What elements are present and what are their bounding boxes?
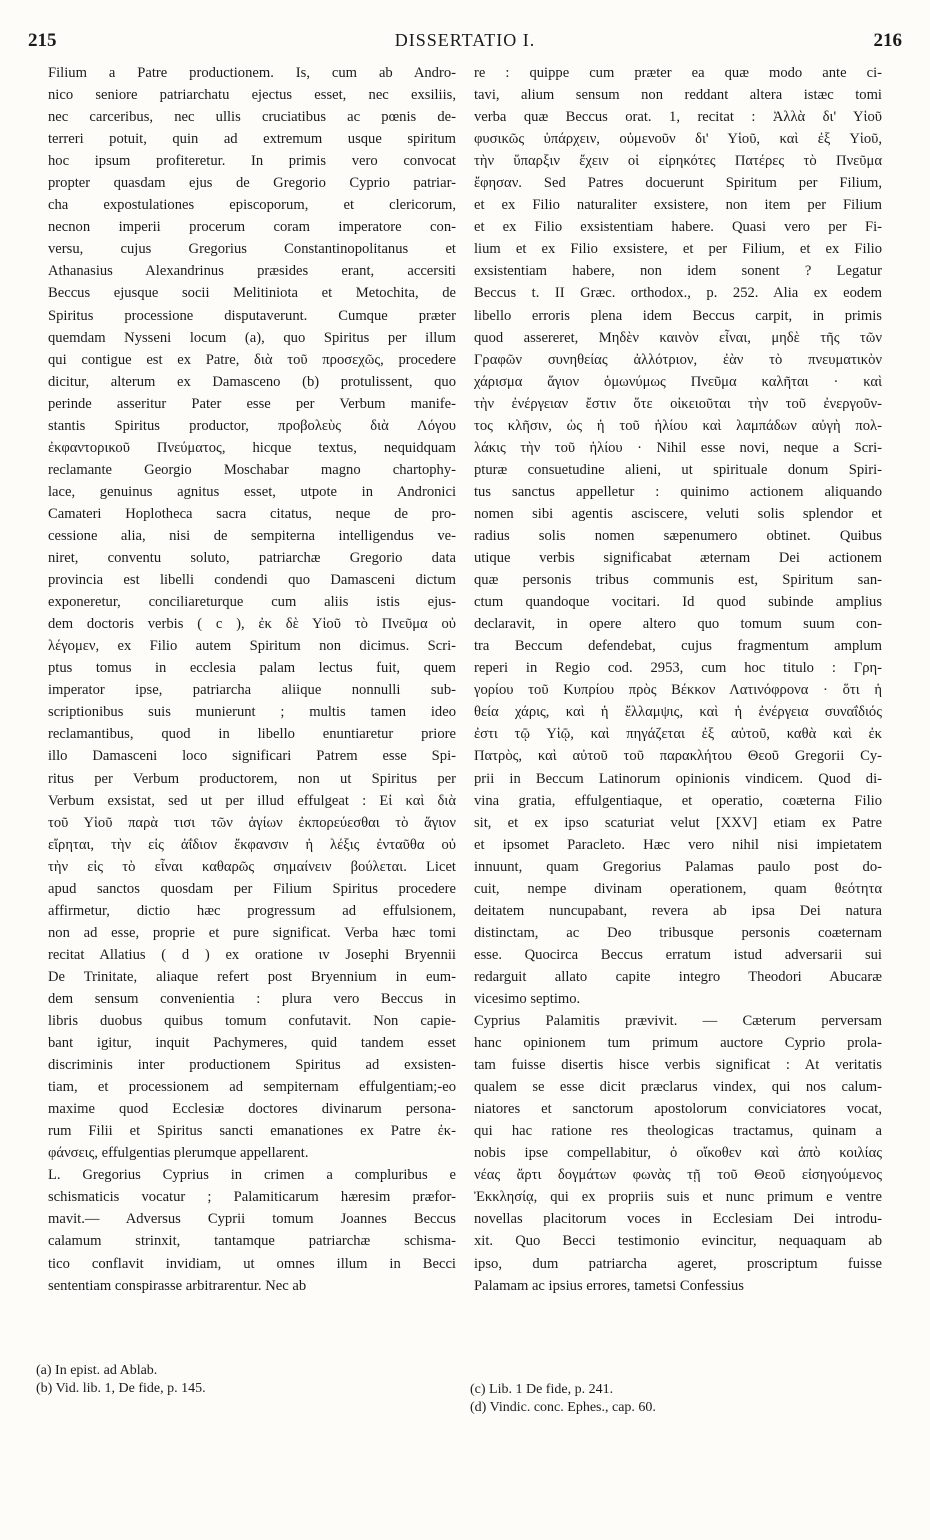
text-line: φυσικῶς ὑπάρχειν, οὐμενοῦν δι' Υἱοῦ, καὶ ἐξ Υἱοῦ, (474, 131, 882, 148)
footnotes-right (470, 1381, 890, 1417)
text-line: ctum quandoque vocitari. Id quod subinde amplius (474, 594, 882, 611)
text-line: τὴν ὕπαρξιν ἔχειν οἱ εἰρηκότες Πατέρες τὸ Πνεῦμα (474, 153, 882, 170)
text-line: reclamantibus, quod in libello enuntiaretur priore (48, 726, 456, 743)
text-line: redarguit allato capite integro Theodori Abucaræ (474, 968, 882, 985)
text-line: Γραφῶν συνηθείας ἀλλότριον, ἐὰν τὸ πνευματικὸν (474, 351, 882, 368)
text-line: Beccus t. II Græc. orthodox., p. 252. Alia ex eodem (474, 285, 882, 302)
text-line: re : quippe cum præter ea quæ modo ante ci- (474, 65, 882, 81)
text-line: cuit, nempe divinam operationem, quam θεότητα (474, 880, 882, 897)
running-title: DISSERTATIO I. (394, 30, 536, 50)
text-line: Verbum exsistat, sed ut per illud effulgeat : Εἰ καὶ διὰ (48, 792, 456, 809)
text-line: libris duobus quibus tomum confutavit. Non capie- (48, 1013, 456, 1030)
text-line: imperator ipse, patriarcha aliique nonnulli sub- (48, 682, 456, 699)
text-line: deitatem nuncupabant, revera ab ipsa Dei natura (474, 902, 882, 919)
text-line: illo Damasceni loco significari Patrem esse Spi- (48, 748, 456, 765)
text-line: verba quæ Beccus orat. 1, recitat : Ἀλλὰ δι' Υἱοῦ (474, 109, 882, 126)
text-line: vicesimo septimo. (474, 990, 581, 1007)
text-line: qui contigue est ex Patre, διὰ τοῦ προσεχῶς, procedere (48, 351, 456, 368)
text-line: τος κλῆσιν, ὡς ἡ τοῦ ἡλίου καὶ λαμπάδων αὐγὴ πολ- (474, 417, 882, 434)
text-line: ἐστι τῷ Υἱῷ, καὶ πηγάζεται ἐξ αὐτοῦ, καθὰ καὶ ἐκ (474, 726, 882, 743)
text-line: νέας ἄρτι δογμάτων φωνὰς τῇ τοῦ Θεοῦ εἰσηγούμενος (474, 1167, 882, 1184)
text-line: schismaticis vocatur ; Palamiticarum hæresim præfor- (48, 1189, 456, 1206)
text-line: Filium a Patre productionem. Is, cum ab Andro- (48, 65, 456, 81)
text-line: reperi in Regio cod. 2953, cum hoc titulo : Γρη- (474, 660, 882, 677)
text-line: χάρισμα ἅγιον ὁμωνύμως Πνεῦμα καλῆται · καὶ (474, 373, 882, 390)
text-line: dem sensum convenientia : plura vero Beccus in (48, 990, 456, 1007)
text-line: tavi, alium sensum non reddant altera istæc tomi (474, 87, 882, 104)
text-line: Athanasius Alexandrinus præsides erant, accersiti (48, 263, 456, 280)
text-line: τοῦ Υἱοῦ παρὰ τισι τῶν ἁγίων ἐκπορεύεσθαι τὸ ἅγιον (48, 814, 456, 831)
text-line: lium et ex Filio exsistere, et per Filium, et ex Filio (474, 241, 882, 258)
text-line: stantis Spiritus productor, προβολεὺς διὰ Λόγου (48, 417, 456, 434)
text-line: exponeretur, conciliareturque cum aliis istis ejus- (48, 594, 456, 611)
footnote: (c) Lib. 1 De fide, p. 241. (470, 1382, 614, 1397)
text-line: et ex Filio naturaliter exsistere, non item per Filium (474, 197, 882, 214)
text-line: De Trinitate, aliaque refert post Bryennium in eum- (48, 968, 456, 985)
text-line: tiam, et processionem ad sempiternam effulgentiam;-eo (48, 1079, 456, 1096)
text-line: esse. Quocirca Beccus erratum istud adversarii sui (474, 946, 882, 963)
text-line: et ex Filio exsistentiam habere. Quasi vero per Fi- (474, 219, 882, 236)
text-line: sententiam conspirasse arbitrarentur. Nec ab (48, 1277, 307, 1294)
page-number-left: 215 (28, 30, 57, 51)
text-line: ritus per Verbum productorem, non ut Spiritus per (48, 770, 456, 787)
text-line: niret, conventu soluto, patriarchæ Gregorio data (48, 550, 456, 567)
text-line: φάνσεις, effulgentias plerumque appellarent. (48, 1145, 309, 1162)
running-header (28, 30, 902, 60)
text-line: tam fuisse disertis hisce verbis significat : At veritatis (474, 1057, 882, 1074)
text-line: nico seniore patriarchatu ejectus esset, nec exsiliis, (48, 87, 456, 104)
text-line: bant igitur, inquit Pachymeres, quid tandem esset (48, 1035, 456, 1052)
text-line: quod assereret, Μηδὲν καινὸν εἶναι, μηδὲ τῆς τῶν (474, 329, 882, 346)
text-line: reclamante Georgio Moschabar magno chartophy- (48, 461, 456, 478)
text-line: hoc ipsum profiteretur. In primis vero convocat (48, 153, 456, 170)
text-line: Ἐκκλησίᾳ, qui ex propriis suis et nunc primum e ventre (474, 1189, 882, 1206)
text-line: niatores et sanctorum apostolorum conviciatores vocat, (474, 1101, 882, 1118)
text-line: propter quasdam ejus de Gregorio Cyprio patriar- (48, 175, 456, 192)
footnote: (a) In epist. ad Ablab. (36, 1363, 158, 1378)
text-line: terreri potuit, quin ad extremum usque spiritum (48, 131, 456, 148)
text-line: ipso, dum patriarcha ageret, proscriptum fuisse (474, 1255, 882, 1272)
text-line: τὴν εἰς τὸ εἶναι καθαρῶς σημαίνειν βούλεται. Licet (48, 858, 456, 875)
text-line: λάκις τὴν τοῦ ἡλίου · Nihil esse novi, neque a Scri- (474, 439, 882, 456)
text-line: quæ personis tribus communis est, Spiritum san- (474, 572, 882, 589)
text-line: declaravit, in opere altero quo tomum suum con- (474, 616, 882, 633)
text-line: maxime quod Ecclesiæ doctores divinarum persona- (48, 1101, 456, 1118)
text-line: utique verbis significabat æternam Dei actionem (474, 550, 882, 567)
text-line: exsistentiam habere, non idem sonent ? Legatur (474, 263, 882, 280)
text-line: Cyprius Palamitis prævivit. — Cæterum perversam (474, 1013, 882, 1030)
text-line: apud sanctos quosdam per Filium Spiritus procedere (48, 880, 456, 897)
footnote: (b) Vid. lib. 1, De fide, p. 145. (36, 1381, 206, 1396)
text-line: discriminis inter productionem Spiritus ad exsisten- (48, 1057, 456, 1074)
text-line: γορίου τοῦ Κυπρίου πρὸς Βέκκον Λατινόφρονα · ὅτι ἡ (474, 682, 882, 699)
footnote: (d) Vindic. conc. Ephes., cap. 60. (470, 1400, 656, 1415)
text-line: sit, et ex ipso scaturiat velut [XXV] etiam ex Patre (474, 814, 882, 831)
text-line: et ipsomet Paracleto. Hæc vero nihil nisi impietatem (474, 836, 882, 853)
footnotes-left (36, 1362, 436, 1398)
text-line: radius solis nomen sæpenumero obtinet. Quibus (474, 527, 882, 544)
text-line: affirmetur, dictio hæc progressum ad effulsionem, (48, 902, 456, 919)
text-line: dem doctoris verbis ( c ), ἐκ δὲ Υἱοῦ τὸ Πνεῦμα οὐ (48, 616, 456, 633)
text-line: Spiritus processione disputaverunt. Cumque præter (48, 307, 456, 324)
text-line: rum Filii et Spiritus sancti emanationes ex Patre ἐκ- (48, 1123, 456, 1140)
text-line: cha expostulationes episcoporum, et clericorum, (48, 197, 456, 214)
text-line: dicitur, alterum ex Damasceno (b) protulissent, quo (48, 373, 456, 390)
text-line: tra Beccum defendebat, cujus fragmentum amplum (474, 638, 882, 655)
text-line: tico conflavit invidiam, ut omnes illum in Becci (48, 1255, 456, 1272)
text-line: novellas placitorum voces in Ecclesiam Dei introdu- (474, 1211, 882, 1228)
text-line: Camateri Hoplotheca sacra citatus, neque de pro- (48, 505, 456, 522)
text-line: ptus tomus in ecclesia palam lectus fuit, quem (48, 660, 456, 677)
text-line: qualem se esse dicit præclarus vindex, qui nos calum- (474, 1079, 882, 1096)
right-text-column (474, 62, 882, 1297)
text-line: nec carceribus, nec ullis cruciatibus ac pœnis de- (48, 109, 456, 126)
text-line: libello erroris plena idem Beccus carpit, in primis (474, 307, 882, 324)
text-line: ἐκφαντορικοῦ Πνεύματος, hicque textus, nequidquam (48, 439, 456, 456)
text-line: qui hac ratione res theologicas tractamus, quinam a (474, 1123, 882, 1140)
text-line: necnon imperii procerum coram imperatore con- (48, 219, 456, 236)
text-line: Πατρὸς, καὶ αὐτοῦ τοῦ παρακλήτου Θεοῦ Gregorii Cy- (474, 748, 882, 765)
text-line: τὴν ἐνέργειαν ἔστιν ὅτε οἰκειοῦται τὴν τοῦ ἐνεργοῦν- (474, 395, 882, 412)
text-line: mavit.— Adversus Cyprii tomum Joannes Beccus (48, 1211, 456, 1228)
text-line: nobis ipse compellabitur, ὁ οἴκοθεν καὶ ἀπὸ κοιλίας (474, 1145, 882, 1162)
left-text-column (48, 62, 456, 1297)
text-line: lace, genuinus agnitus esset, utpote in Andronici (48, 483, 456, 500)
text-line: Palamam ac ipsius errores, tametsi Confessius (474, 1277, 744, 1294)
text-line: λέγομεν, ex Filio autem Spiritum non dicimus. Scri- (48, 638, 456, 655)
text-line: Beccus ejusque socii Melitiniota et Metochita, de (48, 285, 456, 302)
text-line: calamum strinxit, tantamque patriarchæ schisma- (48, 1233, 456, 1250)
text-line: innuunt, quam Gregorius Palamas paulo post do- (474, 858, 882, 875)
text-line: scriptionibus suis munierunt ; multis tamen ideo (48, 704, 456, 721)
text-line: distinctam, ac Deo tribusque personis coæternam (474, 924, 882, 941)
text-line: non ad esse, proprie et pure significat. Verba hæc tomi (48, 924, 456, 941)
text-line: prii in Beccum Latinorum opinionis vindicem. Quod di- (474, 770, 882, 787)
text-line: recitat Allatius ( d ) ex oratione ιv Josephi Bryennii (48, 946, 456, 963)
text-line: quemdam Nysseni locum (a), quo Spiritus per illum (48, 329, 456, 346)
text-line: cessione alia, nisi de sempiterna intelligendus ve- (48, 527, 456, 544)
page-number-right: 216 (873, 30, 902, 51)
text-line: provincia est libelli condendi quo Damasceni dictum (48, 572, 456, 589)
text-line: tus sanctus appelletur : quinimo actionem aliquando (474, 483, 882, 500)
text-line: θεία χάρις, καὶ ἡ ἔλλαμψις, καὶ ἡ ἐνέργεια συναΐδιός (474, 704, 882, 721)
text-line: xit. Quo Becci testimonio evincitur, nequaquam ab (474, 1233, 882, 1250)
text-line: L. Gregorius Cyprius in crimen a compluribus e (48, 1167, 456, 1184)
text-line: nomen sibi agentis asciscere, veluti solis splendor et (474, 505, 882, 522)
text-line: pturæ consuetudine alieni, ut spirituale donum Spiri- (474, 461, 882, 478)
text-line: perinde asseritur Pater esse per Verbum manife- (48, 395, 456, 412)
text-line: hanc opinionem tum primum auctore Cyprio prola- (474, 1035, 882, 1052)
text-line: vina gratia, effulgentiaque, et operatio, coæterna Filio (474, 792, 882, 809)
text-line: versu, cujus Gregorius Constantinopolitanus et (48, 241, 456, 258)
text-line: εἴρηται, τὴν εἰς ἀΐδιον ἔκφανσιν ἡ λέξις ἐνταῦθα οὐ (48, 836, 456, 853)
text-line: ἔφησαν. Sed Patres docuerunt Spiritum per Filium, (474, 175, 882, 192)
